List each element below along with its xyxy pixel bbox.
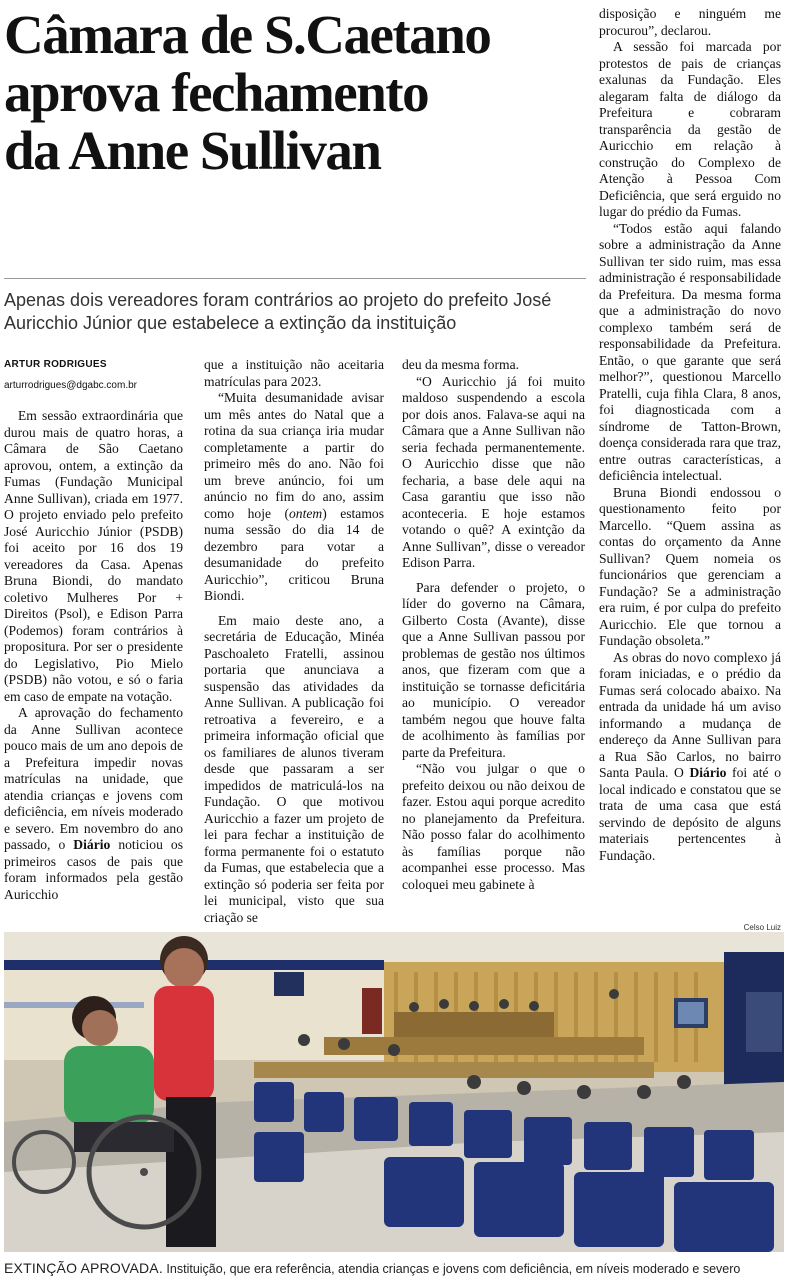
paragraph: “Não vou julgar o que o prefeito deixou ou não deixou de fazer. Estou aqui porque acredito no planejamento da Prefeitura. Não posso falar do acolhimento às famílias porque não acompanhei esse processo. Mas coloquei meu gabinete à <box>402 761 585 892</box>
subheadline: Apenas dois vereadores foram contrários ao projeto do prefeito José Auricchio Júnior que estabelece a extinção da instituição <box>4 290 552 333</box>
emphasis: ontem <box>289 505 323 521</box>
paragraph: Bruna Biondi endossou o questionamento feito por Marcello. “Quem assina as contas do orçamento da Anne Sullivan? Quem nomeia os funcionários que gerenciam a Fundação? Se a administração era ruim, é por culpa do prefeito Auricchio. Ele que tornou a Fundação obsoleta.” <box>599 484 781 648</box>
paragraph: Para defender o projeto, o líder do governo na Câmara, Gilberto Costa (Avante), disse que a Anne Sullivan passou por problemas de gestão nos últimos anos, que fizeram com que a instituição se tornasse deficitária ao município. O vereador também negou que houve falta de acolhimento às famílias por parte da Prefeitura. <box>402 579 585 760</box>
paragraph: Em sessão extraordinária que durou mais de quatro horas, a Câmara de São Caetano aprovou, ontem, a extinção da Fumas (Fundação Municipal Anne Sullivan), criada em 1977. O projeto enviado pelo prefeito José Auricchio Júnior (PSDB) foi aceito por 16 dos 19 vereadores da Casa. Apenas Bruna Biondi, do mandato coletivo Mulheres Por + Direitos (Psol), e Edison Parra (Podemos) foram contrários à propositura. Por ser o presidente do Legislativo, Pio Mielo (PSDB) não votou, e só o faria em caso de empate na votação. <box>4 408 183 704</box>
article-column-1 <box>4 357 183 903</box>
paragraph: “O Auricchio já foi muito maldoso suspendendo a escola por dois anos. Falava-se aqui na Câmara que a Anne Sullivan não seria fechada permanentemente. O Auricchio disse que não fecharia, a base dele aqui na Casa garantiu que isso não aconteceria. E hoje estamos votando o quê? A exintção da Anne Sullivan”, disse o vereador Edison Parra. <box>402 373 585 570</box>
paragraph: A sessão foi marcada por protestos de pais de crianças exalunas da Fundação. Eles alegaram falta de diálogo da Prefeitura e cobraram transparência da gestão de Auricchio em relação à construção do Complexo de Atenção à Pessoa Com Deficiência, que será erguido no lugar do prédio da Fumas. <box>599 39 781 219</box>
byline: ARTUR RODRIGUES <box>4 359 107 370</box>
author-email[interactable]: arturrodrigues@dgabc.com.br <box>4 379 137 391</box>
paragraph: As obras do novo complexo já foram iniciadas, e o prédio da Fumas será colocado abaixo. Na entrada da unidade há um aviso informando a mudança de endereço da Anne Sullivan para a Rua São Carlos, no bairro Santa Paula. O Diário foi até o local indicado e constatou que se trata de uma casa que está servindo de depósito de alguns materiais pertencentes à Fundação. <box>599 649 781 863</box>
chamber-session-illustration <box>4 932 784 1252</box>
paragraph: “Todos estão aqui falando sobre a administração da Anne Sullivan ter sido ruim, mas essa administração é responsabilidade da Prefeitura. Da mesma forma que a administração do novo complexo também será de responsabilidade da Prefeitura. Então, o que garante que será melhor?”, questionou Marcello Pratelli, cuja fihla Clara, 8 anos, foi diagnosticada com a síndrome de Tatton-Brown, doença considerada rara que traz, entre outras características, a deficiência intelectual. <box>599 220 781 483</box>
photo-credit: Celso Luiz <box>743 923 781 932</box>
headline-rule <box>4 278 586 279</box>
publication-name: Diário <box>73 837 111 852</box>
session-photo <box>4 932 784 1252</box>
paragraph: Em maio deste ano, a secretária de Educação, Minéa Paschoaleto Fratelli, assinou portaria que anunciava a suspensão das atividades da Anne Sullivan. A publicação foi retroativa a fevereiro, e a primeira informação oficial que os familiares de alunos tiveram desde que passaram a ser impedidos de matriculá-los na Fundação. O que motivou Auricchio a fazer um projeto de lei para fechar a instituição de forma permanente foi o estatuto da Fumas, que estabelecia que a extinção só poderia ser feita por lei municipal, visto que sua criação se <box>204 612 384 925</box>
headline <box>4 6 592 180</box>
headline-line-1: Câmara de S.Caetano <box>4 4 491 65</box>
paragraph: disposição e ninguém me procurou”, declarou. <box>599 6 781 38</box>
caption-lead: EXTINÇÃO APROVADA. <box>4 1260 163 1276</box>
article-column-3 <box>402 357 585 893</box>
paragraph: que a instituição não aceitaria matrículas para 2023. <box>204 357 384 389</box>
publication-name: Diário <box>689 765 727 780</box>
article-column-4 <box>599 6 781 864</box>
paragraph: “Muita desumanidade avisar um mês antes do Natal que a rotina da sua criança iria mudar completamente a partir do primeiro mês do ano. Não foi um breve anúncio, foi um anúncio no fim do ano, assim como hoje (ontem) estamos numa sessão do dia 14 de dezembro para votar a desumanidade do prefeito Auricchio”, criticou Bruna Biondi. <box>204 390 384 603</box>
article-column-2 <box>204 357 384 926</box>
photo-caption <box>4 1258 786 1279</box>
headline-line-3: da Anne Sullivan <box>4 120 381 181</box>
paragraph: deu da mesma forma. <box>402 357 520 372</box>
caption-text: Instituição, que era referência, atendia crianças e jovens com deficiência, em níveis moderado e severo <box>166 1262 741 1276</box>
paragraph: A aprovação do fechamento da Anne Sullivan acontece pouco mais de um ano depois de a Prefeitura impedir novas matrículas na unidade, que atendia crianças e jovens com deficiência, em níveis moderado e severo. Em novembro do ano passado, o Diário noticiou os primeiros casos de pais que foram informados pela gestão Auricchio <box>4 705 183 902</box>
headline-line-2: aprova fechamento <box>4 62 429 123</box>
